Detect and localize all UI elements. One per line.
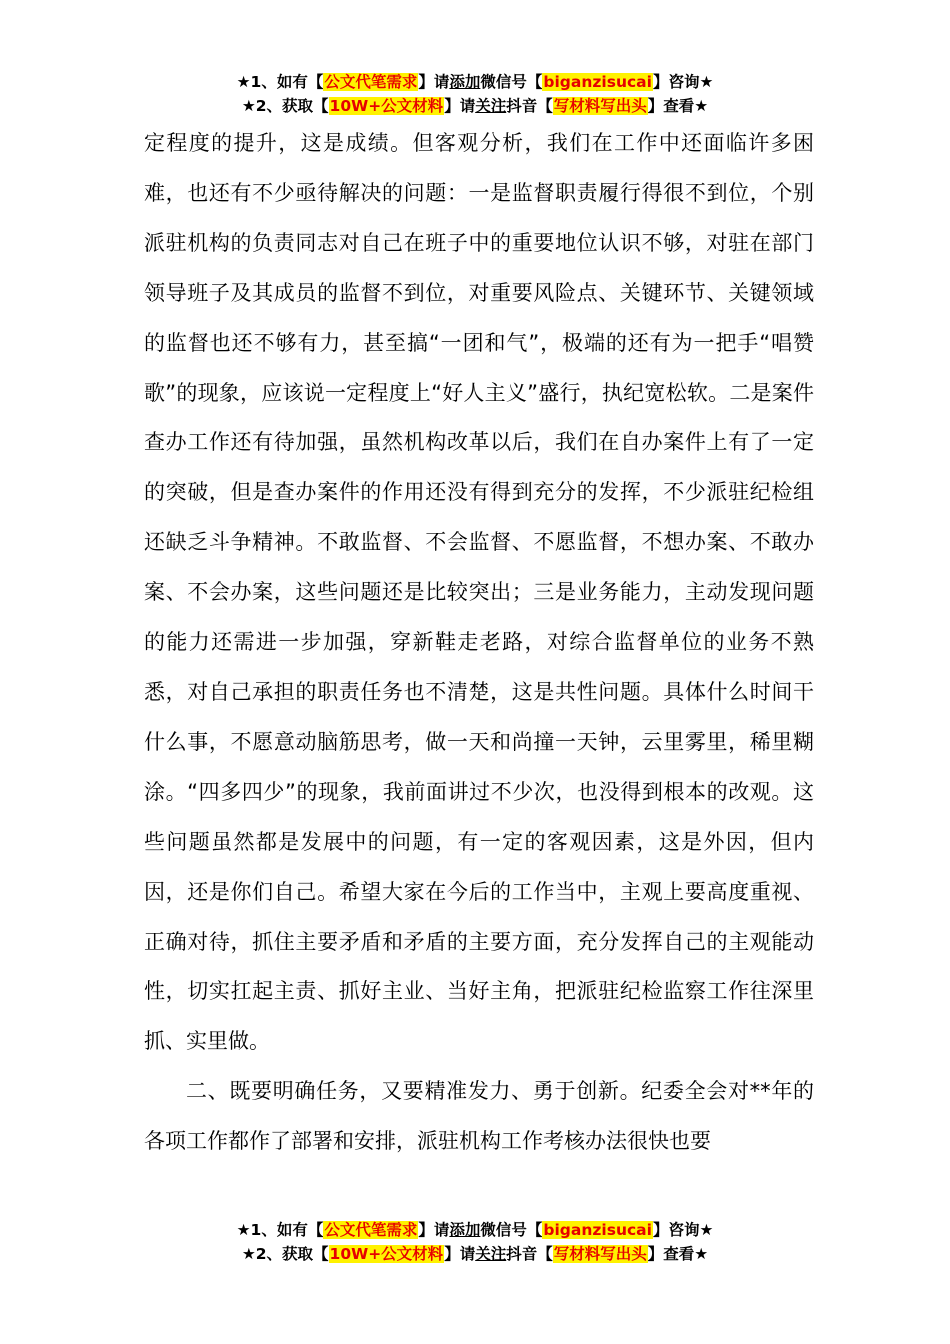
text-line: 没有得到充分的发挥，不少派驻纪检组还缺乏斗争精神。不敢监督、 <box>144 480 815 555</box>
banner-text: 】咨询★ <box>652 73 714 91</box>
text-line: 主观能动性，切实扛起主责、抓好主业、当好主角，把派驻纪检监 <box>144 929 815 1004</box>
banner-text: 抖音【 <box>506 1245 553 1263</box>
text-line: 还有为一把手“唱赞歌”的现象，应该说一定程度上“好人主义” <box>144 330 814 405</box>
banner-underline-text: 关注 <box>475 1245 507 1263</box>
banner-text: 抖音【 <box>506 97 553 115</box>
banner-text: ★2、获取【 <box>241 1245 329 1263</box>
text-line: 年的各项工作都作了部署和安排，派驻机构工作考核办法很快也要 <box>144 1079 814 1154</box>
text-line: 还是比较突出；三是业务能力，主动发现问题的能力还需进一步加 <box>144 580 815 655</box>
text-line: 因，还是你们自己。希望大家在今后的工作当中，主观上要高度重 <box>144 879 772 904</box>
text-line: 困难，也还有不少亟待解决的问题：一是监督职责履行得很不到位， <box>144 131 814 205</box>
header-banner <box>0 70 950 118</box>
footer-banner <box>0 1218 950 1266</box>
banner-highlight: 写材料写出头 <box>553 97 647 115</box>
text-line: 定程度的提升，这是成绩。但客观分析，我们在工作中还面临许多 <box>144 131 793 155</box>
banner-text: 】请 <box>444 1245 476 1263</box>
banner-text: 】查看★ <box>647 1245 709 1263</box>
banner-highlight: 公文代笔需求 <box>324 73 418 91</box>
banner-underline-text: 添加 <box>449 1221 481 1239</box>
banner-highlight: 公文代笔需求 <box>324 1221 418 1239</box>
text-line: 多四少”的现象，我前面讲过不少次，也没得到根本的改观。这些 <box>144 779 814 854</box>
text-line: 以后，我们在自办案件上有了一定的突破，但是查办案件的作用还 <box>144 430 815 505</box>
text-line: 职责任务也不清楚，这是共性问题。具体什么时间干什么事，不愿 <box>144 679 815 754</box>
banner-line-2 <box>0 1242 950 1266</box>
banner-line-2 <box>0 94 950 118</box>
text-line: 视、正确对待，抓住主要矛盾和矛盾的主要方面，充分发挥自己的 <box>144 879 815 954</box>
banner-underline-text: 关注 <box>475 97 507 115</box>
banner-text: 】请 <box>418 73 450 91</box>
text-line: 二、既要明确任务，又要精准发力、勇于创新。纪委全会对** <box>186 1079 771 1104</box>
text-line: 不会监督、不愿监督，不想办案、不敢办案、不会办案，这些问题 <box>144 530 814 605</box>
banner-text: 】请 <box>418 1221 450 1239</box>
banner-line-1 <box>0 1218 950 1242</box>
body-paragraph <box>144 119 814 1067</box>
body-paragraph <box>144 1067 814 1167</box>
banner-underline-text: 添加 <box>449 73 481 91</box>
banner-highlight: biganzisucai <box>543 73 652 91</box>
text-line: 意动脑筋思考，做一天和尚撞一天钟，云里雾里，稀里糊涂。“四 <box>144 729 815 804</box>
banner-text: 微信号【 <box>480 73 543 91</box>
document-body <box>144 119 814 1167</box>
banner-text: 】咨询★ <box>652 1221 714 1239</box>
text-line: 察工作往深里抓、实里做。 <box>144 979 815 1054</box>
text-line: 强，穿新鞋走老路，对综合监督单位的业务不熟悉，对自己承担的 <box>144 630 815 704</box>
banner-highlight: 10W+公文材料 <box>329 97 444 115</box>
banner-text: 】查看★ <box>647 97 709 115</box>
banner-highlight: 写材料写出头 <box>553 1245 647 1263</box>
banner-text: 】请 <box>444 97 476 115</box>
text-line: 驻在部门领导班子及其成员的监督不到位，对重要风险点、关键环 <box>144 230 815 305</box>
banner-highlight: 10W+公文材料 <box>329 1245 444 1263</box>
text-line: 节、关键领域的监督也还不够有力，甚至搞“一团和气”，极端的 <box>144 280 815 355</box>
text-line: 问题虽然都是发展中的问题，有一定的客观因素，这是外因，但内 <box>166 829 815 854</box>
banner-text: 微信号【 <box>480 1221 543 1239</box>
banner-highlight: biganzisucai <box>543 1221 652 1239</box>
banner-text: ★1、如有【 <box>236 1221 324 1239</box>
text-line: 盛行，执纪宽松软。二是案件查办工作还有待加强，虽然机构改革 <box>144 380 815 455</box>
banner-line-1 <box>0 70 950 94</box>
text-line: 个别派驻机构的负责同志对自己在班子中的重要地位认识不够，对 <box>144 180 815 255</box>
banner-text: ★2、获取【 <box>241 97 329 115</box>
banner-text: ★1、如有【 <box>236 73 324 91</box>
